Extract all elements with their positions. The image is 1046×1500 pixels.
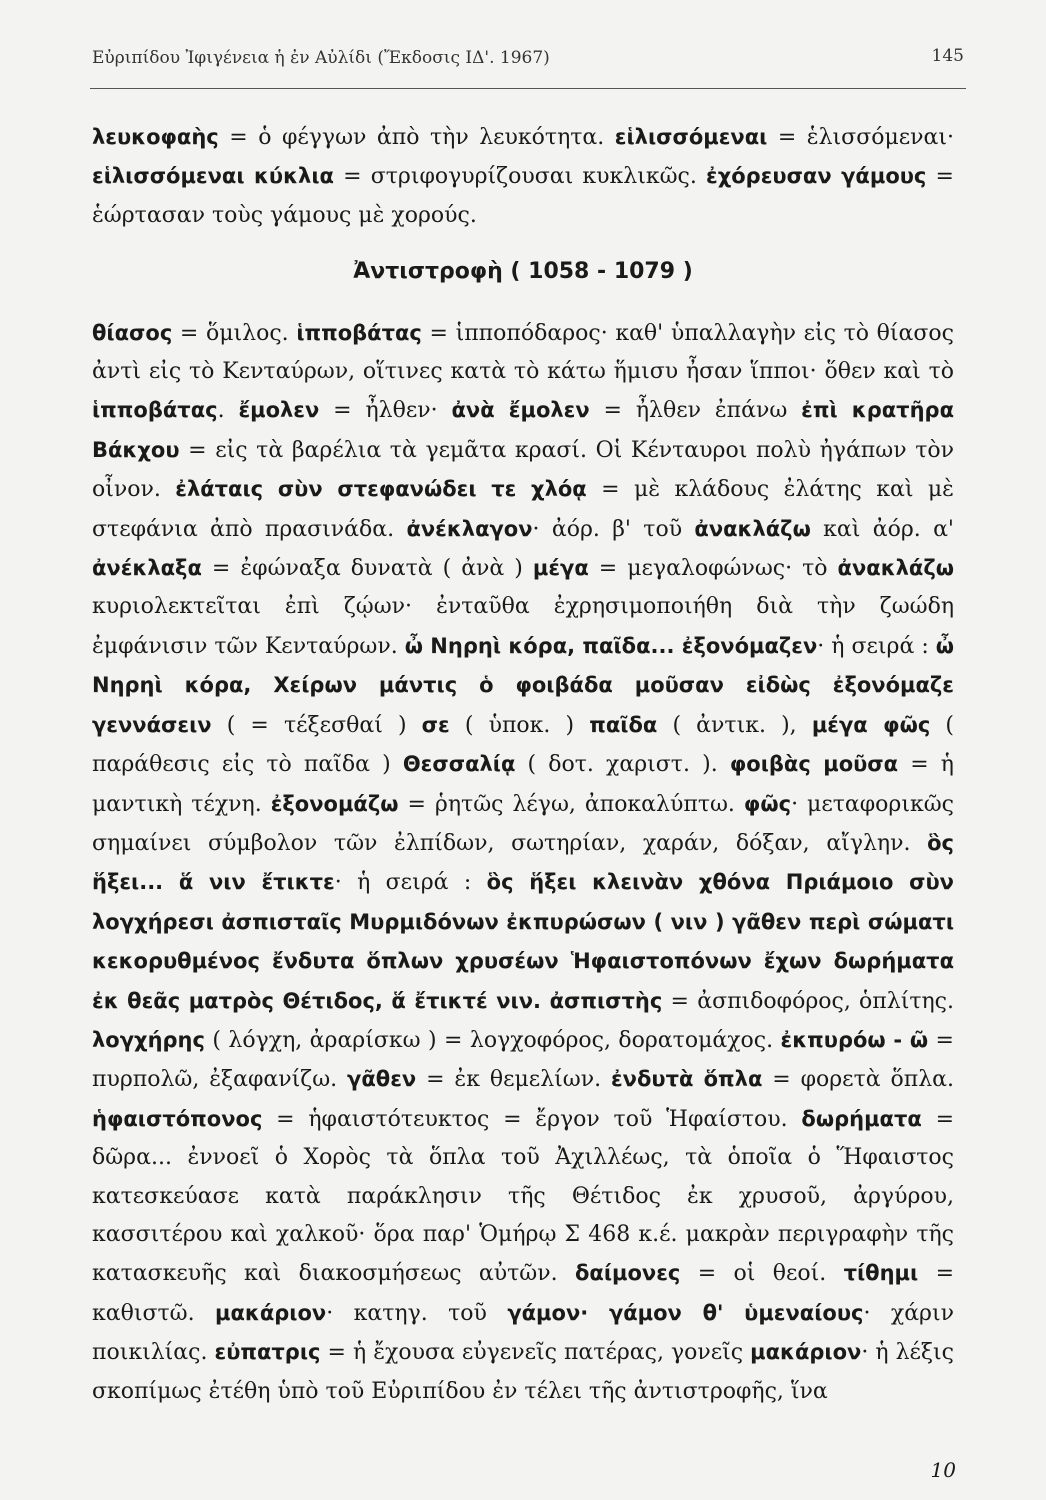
lemma: φῶς xyxy=(743,791,792,816)
lemma: δωρήματα xyxy=(801,1106,922,1131)
gloss-text: = ἑλισσόμεναι· xyxy=(767,125,954,150)
gloss-text: = καθιστῶ. xyxy=(92,1261,954,1326)
lemma: εἱλισσόμεναι κύκλια xyxy=(92,164,334,189)
gloss-text: = πυρπολῶ, ἐξαφανίζω. xyxy=(92,1027,954,1093)
lemma: ἀνακλάζω xyxy=(837,556,955,581)
gloss-text: = ἦλθεν· xyxy=(319,398,452,424)
gloss-text: ( ὑποκ. ) xyxy=(449,712,590,738)
lemma: μέγα φῶς xyxy=(811,712,931,737)
gloss-text: = στριφογυρίζουσαι κυκλικῶς. xyxy=(333,164,706,190)
lemma: μακάριον xyxy=(750,1340,862,1365)
lemma: γάμον· γάμον θ' ὑμεναίους xyxy=(507,1300,864,1325)
gloss-text: · κατηγ. τοῦ xyxy=(326,1300,508,1326)
page-body xyxy=(92,118,954,1411)
gloss-text: = ἡφαιστότευκτος = ἔργον τοῦ Ἡφαίστου. xyxy=(262,1106,802,1132)
gloss-text: = εἰς τὰ βαρέλια τὰ γεμᾶτα κρασί. Οἱ Κένταυροι πολὺ ἠγάπων τὸν οἶνον. xyxy=(92,437,954,503)
gloss-text: = δῶρα... ἐννοεῖ ὁ Χορὸς τὰ ὅπλα τοῦ Ἀχιλλέως, τὰ ὁποῖα ὁ Ἥφαιστος κατεσκεύασε κατὰ παράκλησιν τῆς Θέτιδος ἐκ χρυσοῦ, ἀργύρου, κασσιτέρου καὶ χαλκοῦ· ὅρα παρ' Ὁμήρῳ Σ 468 κ.έ. μακρὰν περιγραφὴν τῆς κατασκευῆς καὶ διακοσμήσεως αὐτῶν. xyxy=(92,1106,955,1287)
gloss-text: = μὲ κλάδους ἐλάτης καὶ μὲ στεφάνια ἀπὸ πρασινάδα. xyxy=(92,477,954,542)
gloss-text: = ἑώρτασαν τοὺς γάμους μὲ χορούς. xyxy=(92,164,954,228)
gloss-text: · ἡ λέξις σκοπίμως ἐτέθη ὑπὸ τοῦ Εὐριπίδου ἐν τέλει τῆς ἀντιστροφῆς, ἵνα xyxy=(92,1340,954,1404)
lemma: ὃς ἥξει κλεινὰν χθόνα Πριάμοιο σὺν λογχήρεσι ἀσπισταῖς Μυρμιδόνων ἐκπυρώσων ( νιν ) γᾶθεν περὶ σώματι κεκορυθμένος ἔνδυτα ὅπλων χρυσέων Ἡφαιστοπόνων ἔχων δωρήματα ἐκ θεᾶς ματρὸς Θέτιδος, ἅ ἔτικτέ νιν. ἀσπιστὴς xyxy=(92,870,954,1013)
lemma: ἐξονομάζω xyxy=(270,791,399,816)
running-title: Εὐριπίδου Ἰφιγένεια ἡ ἐν Αὐλίδι (Ἔκδοσις ΙΔ'. 1967) xyxy=(92,48,550,68)
running-head xyxy=(92,40,964,80)
gloss-text: ( λόγχη, ἀραρίσκω ) = λογχοφόρος, δορατομάχος. xyxy=(204,1027,781,1053)
lemma: ἔμολεν xyxy=(238,398,320,423)
signature-mark: 10 xyxy=(930,1458,956,1482)
gloss-text: · χάριν ποικιλίας. xyxy=(92,1300,954,1366)
lemma: σε xyxy=(421,712,450,737)
lemma: ὦ Νηρηὶ κόρα, Χείρων μάντις ὁ φοιβάδα μοῦσαν εἰδὼς ἐξονόμαζε γεννάσειν xyxy=(92,633,954,737)
lemma: μακάριον xyxy=(215,1300,327,1325)
lemma: εἱλισσόμεναι xyxy=(614,125,768,149)
lemma: ἀνέκλαξα xyxy=(92,556,202,581)
gloss-text: ( δοτ. χαριστ. ). xyxy=(515,752,730,778)
section-heading: Ἀντιστροφὴ ( 1058 - 1079 ) xyxy=(353,259,693,285)
gloss-text: . xyxy=(217,398,239,424)
lemma: ἐχόρευσαν γάμους xyxy=(706,164,927,189)
gloss-text: · μεταφορικῶς σημαίνει σύμβολον τῶν ἐλπίδων, σωτηρίαν, χαράν, δόξαν, αἴγλην. xyxy=(92,791,954,856)
lemma: ἐνδυτὰ ὅπλα xyxy=(610,1067,763,1092)
lemma: ἐλάταις σὺν στεφανώδει τε χλόᾳ xyxy=(175,477,587,502)
lemma: λευκοφαὴς xyxy=(92,125,219,149)
lemma: ἐπὶ κρατῆρα Βάκχου xyxy=(92,398,954,462)
gloss-text: ( ἀντικ. ), xyxy=(657,712,812,738)
lemma: ὃς ἥξει... ἅ νιν ἔτικτε xyxy=(92,830,954,895)
lemma: παῖδα xyxy=(589,712,658,737)
gloss-text: = ἱπποπόδαρος· καθ' ὑπαλλαγὴν εἰς τὸ θίασος ἀντὶ εἰς τὸ Κενταύρων, οἵτινες κατὰ τὸ κάτω ἥμισυ ἦσαν ἵπποι· ὅθεν καὶ τὸ xyxy=(92,320,954,385)
lemma: ἱπποβάτας xyxy=(296,320,422,345)
gloss-text: = φορετὰ ὅπλα. xyxy=(762,1067,954,1093)
gloss-text: = ὁ φέγγων ἀπὸ τὴν λευκότητα. xyxy=(218,125,615,150)
lemma: ἀνέκλαγον xyxy=(406,516,533,541)
lemma: ὦ Νηρηὶ κόρα, παῖδα... ἐξονόμαζεν xyxy=(404,633,818,658)
lemma: λογχήρης xyxy=(92,1027,205,1052)
lemma: εὐπατρις xyxy=(214,1340,321,1365)
gloss-text: = ἐφώναξα δυνατὰ ( ἀνὰ ) xyxy=(201,556,533,582)
lemma: ἱπποβάτας xyxy=(92,398,218,423)
gloss-text: = οἱ θεοί. xyxy=(680,1261,844,1287)
lemma: ἐκπυρόω - ῶ xyxy=(780,1027,929,1052)
gloss-text: κυριολεκτεῖται ἐπὶ ζῴων· ἐνταῦθα ἐχρησιμοποιήθη διὰ τὴν ζωώδη ἐμφάνισιν τῶν Κενταύρων. xyxy=(92,594,954,659)
gloss-text: = ἐκ θεμελίων. xyxy=(416,1067,611,1093)
intro-paragraph xyxy=(92,118,954,235)
gloss-text: · ἀόρ. β' τοῦ xyxy=(532,516,695,542)
commentary-paragraph xyxy=(92,314,954,1411)
page-number: 145 xyxy=(931,46,964,66)
lemma: γᾶθεν xyxy=(347,1067,417,1092)
gloss-text: καὶ ἀόρ. α' xyxy=(810,516,954,542)
lemma: ἀνὰ ἔμολεν xyxy=(451,398,590,423)
lemma: ἀνακλάζω xyxy=(694,516,811,541)
gloss-text: = ὅμιλος. xyxy=(172,320,297,346)
lemma: Θεσσαλίᾳ xyxy=(402,752,516,777)
gloss-text: ( = τέξεσθαί ) xyxy=(211,712,422,738)
gloss-text: = ἀσπιδοφόρος, ὁπλίτης. xyxy=(662,988,954,1014)
lemma: μέγα xyxy=(532,556,589,581)
gloss-text: = ἡ μαντικὴ τέχνη. xyxy=(92,752,954,817)
gloss-text: = ἡ ἔχουσα εὐγενεῖς πατέρας, γονεῖς xyxy=(320,1340,751,1366)
gloss-text: ( παράθεσις εἰς τὸ παῖδα ) xyxy=(92,712,955,778)
lemma: ἡφαιστόπονος xyxy=(92,1106,263,1131)
lemma: θίασος xyxy=(92,320,173,345)
lemma: δαίμονες xyxy=(574,1261,681,1286)
lemma: φοιβὰς μοῦσα xyxy=(729,752,899,777)
gloss-text: · ἡ σειρά : xyxy=(817,633,936,659)
gloss-text: · ἡ σειρά : xyxy=(334,870,487,896)
gloss-text: = μεγαλοφώνως· τὸ xyxy=(588,556,838,582)
gloss-text: = ἦλθεν ἐπάνω xyxy=(589,398,802,424)
header-rule xyxy=(90,88,966,89)
gloss-text: = ῥητῶς λέγω, ἀποκαλύπτω. xyxy=(398,791,744,817)
lemma: τίθημι xyxy=(843,1261,919,1286)
